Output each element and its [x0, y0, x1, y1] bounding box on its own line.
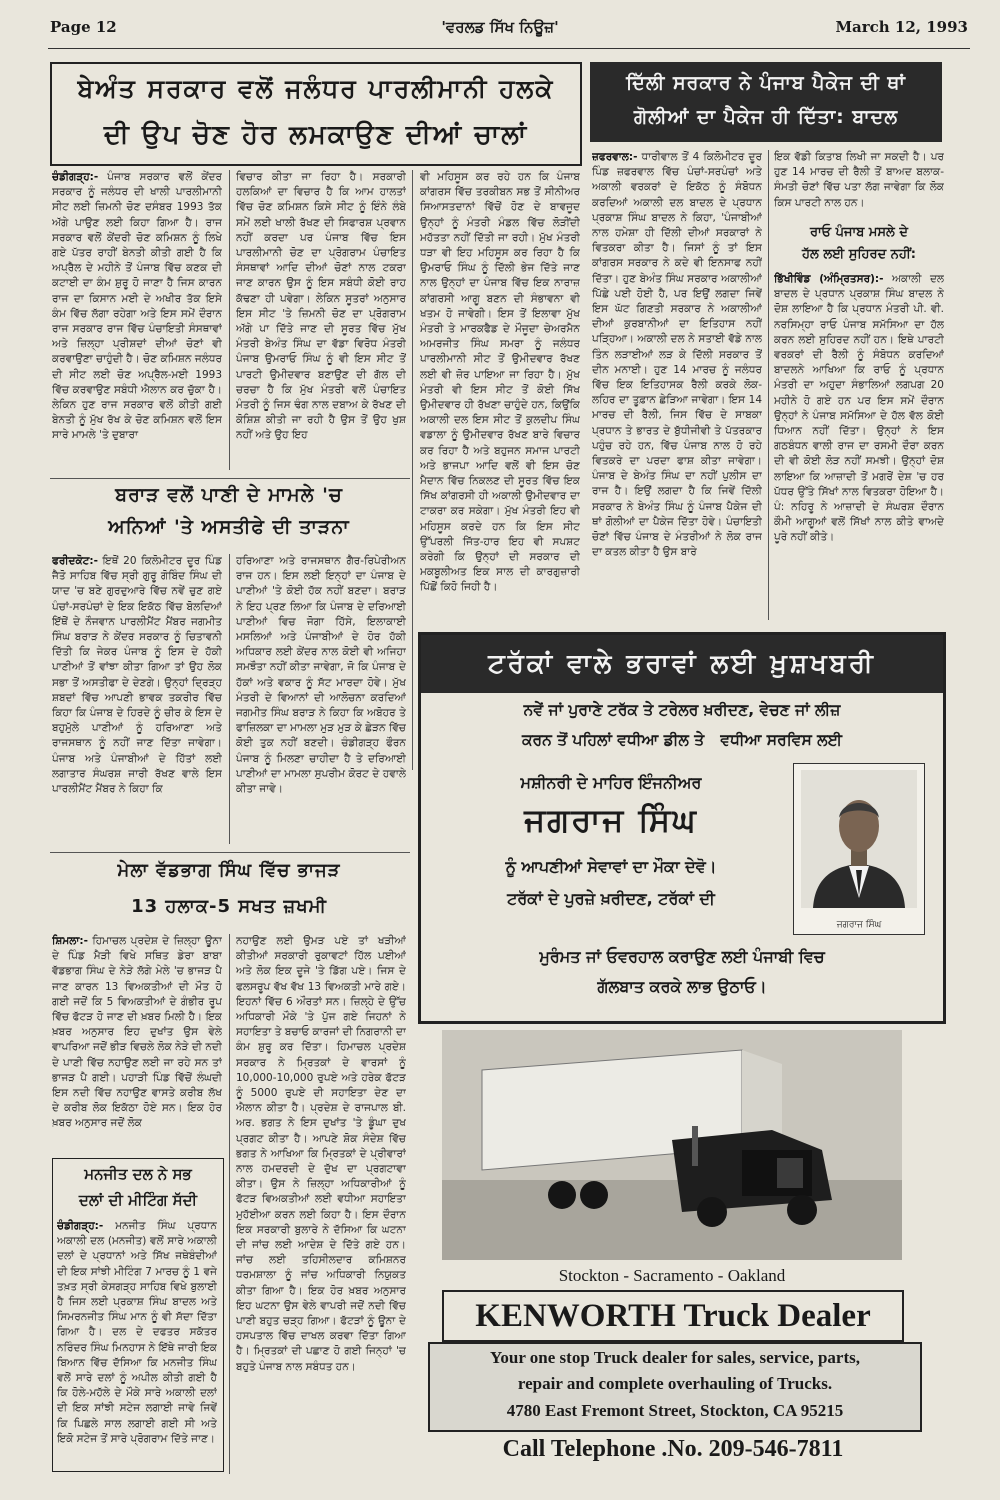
kenworth-title: KENWORTH Truck Dealer	[442, 1290, 904, 1342]
kenworth-tagline2: repair and complete overhauling of Trucks.	[517, 1374, 833, 1393]
jagraj-ad-line4: ਨੂੰ ਆਪਣੀਆਂ ਸੇਵਾਵਾਂ ਦਾ ਮੌਕਾ ਦੇਵੋ।	[505, 857, 717, 876]
masthead-rule	[48, 48, 970, 49]
newspaper-title: 'ਵਰਲਡ ਸਿੱਖ ਨਿਊਜ਼'	[441, 18, 559, 36]
kenworth-phone: Call Telephone .No. 209-546-7811	[502, 1436, 844, 1462]
article5-headline-line1: ਦਿੱਲੀ ਸਰਕਾਰ ਨੇ ਪੰਜਾਬ ਪੈਕੇਜ ਦੀ ਥਾਂ	[626, 72, 906, 94]
jagraj-photo-frame	[793, 763, 925, 935]
jagraj-ad-line7: ਗੱਲਬਾਤ ਕਰਕੇ ਲਾਭ ਉਠਾਓ।	[597, 977, 767, 996]
jagraj-ad-line5: ਟਰੱਕਾਂ ਦੇ ਪੁਰਜ਼ੇ ਖ਼ਰੀਦਣ, ਟਰੱਕਾਂ ਦੀ	[507, 889, 715, 908]
article4-dateline: ਚੰਡੀਗੜ੍ਹ:-	[57, 1220, 104, 1232]
article5-col1-text: ਧਾਰੀਵਾਲ ਤੋਂ 4 ਕਿਲੋਮੀਟਰ ਦੂਰ ਪਿੰਡ ਜ਼ਫਰਵਾਲ ਵਿੱਚ ਪੰਚਾਂ-ਸਰਪੰਚਾਂ ਅਤੇ ਅਕਾਲੀ ਵਰਕਰਾਂ ਦੇ ਇਕੱਠ ਨੂੰ ਸੰਬੋਧਨ ਕਰਦਿਆਂ ਅਕਾਲੀ ਦਲ ਬਾਦਲ ਦੇ ਪ੍ਰਧਾਨ ਪ੍ਰਕਾਸ਼ ਸਿੰਘ ਬਾਦਲ ਨੇ ਕਿਹਾ, 'ਪੰਜਾਬੀਆਂ ਨਾਲ ਹਮੇਸ਼ਾ ਹੀ ਦਿੱਲੀ ਦੀਆਂ ਸਰਕਾਰਾਂ ਨੇ ਵਿਤਕਰਾ ਕੀਤਾ ਹੈ। ਜਿਸਾਂ ਨੂੰ ਤਾਂ ਇਸ ਕਾਂਗਰਸ ਸਰਕਾਰ ਨੇ ਕਦੇ ਵੀ ਇਨਸਾਫ ਨਹੀਂ ਦਿੱਤਾ। ਹੁਣ ਬੇਅੰਤ ਸਿੰਘ ਸਰਕਾਰ ਅਕਾਲੀਆਂ ਪਿੱਛੇ ਪਈ ਹੋਈ ਹੈ, ਪਰ ਇਉਂ ਲਗਦਾ ਜਿਵੇਂ ਇਸ ਘੱਟ ਗਿਣਤੀ ਸਰਕਾਰ ਨੇ ਅਕਾਲੀਆਂ ਦੀਆਂ ਕੁਰਬਾਨੀਆਂ ਦਾ ਇਤਿਹਾਸ ਨਹੀਂ ਪੜ੍ਹਿਆ। ਅਕਾਲੀ ਦਲ ਨੇ ਸਤਾਈ ਵੱਡੇ ਨਾਲ ਤਿੰਨ ਲੜਾਈਆਂ ਲੜ ਕੇ ਦਿੱਲੀ ਸਰਕਾਰ ਤੋਂ ਦੀਨ ਮਨਾਈ। ਹੁਣ 14 ਮਾਰਚ ਨੂੰ ਜਲੰਧਰ ਵਿੱਚ ਇਕ ਇਤਿਹਾਸਕ ਰੈਲੀ ਕਰਕੇ ਲੋਕ-ਲਹਿਰ ਦਾ ਤੂਫ਼ਾਨ ਛੇੜਿਆ ਜਾਵੇਗਾ। ਇਸ 14 ਮਾਰਚ ਦੀ ਰੈਲੀ, ਜਿਸ ਵਿੱਚ ਦੇ ਸਾਬਕਾ ਪ੍ਰਧਾਨ ਤੇ ਭਾਰਤ ਦੇ ਬੁੱਧੀਜੀਵੀ ਤੇ ਪੱਤਰਕਾਰ ਪਹੁੰਚ ਰਹੇ ਹਨ, ਵਿੱਚ ਪੰਜਾਬ ਨਾਲ ਹੋ ਰਹੇ ਵਿਤਕਰੇ ਦਾ ਪਰਦਾ ਫਾਸ਼ ਕੀਤਾ ਜਾਵੇਗਾ। ਪੰਜਾਬ ਦੇ ਬੇਅੰਤ ਸਿੰਘ ਦਾ ਨਹੀਂ ਪੁਲੀਸ ਦਾ ਰਾਜ ਹੈ। ਇਉਂ ਲਗਦਾ ਹੈ ਕਿ ਜਿਵੇਂ ਦਿੱਲੀ ਸਰਕਾਰ ਨੇ ਬੇਅੰਤ ਸਿੰਘ ਨੂੰ ਪੰਜਾਬ ਪੈਕੇਜ ਦੀ ਥਾਂ ਗੋਲੀਆਂ ਦਾ ਪੈਕੇਜ ਦਿੱਤਾ ਹੋਵੇ। ਪੰਚਾਇਤੀ ਚੋਣਾਂ ਵਿੱਚ ਪੰਜਾਬ ਦੇ ਮੰਤਰੀਆਂ ਨੇ ਲੋਕ ਰਾਜ ਦਾ ਕਤਲ ਕੀਤਾ ਹੈ ਉਸ ਬਾਰੇ	[592, 151, 762, 559]
jagraj-ad-name: ਜਗਰਾਜ ਸਿੰਘ	[524, 801, 698, 839]
article1-headline-line1: ਬੇਅੰਤ ਸਰਕਾਰ ਵਲੋਂ ਜਲੰਧਰ ਪਾਰਲੀਮਾਨੀ ਹਲਕੇ	[77, 74, 555, 103]
article5-column-2: ਇਕ ਵੱਡੀ ਕਿਤਾਬ ਲਿਖੀ ਜਾ ਸਕਦੀ ਹੈ। ਪਰ ਹੁਣ 14 ਮਾਰਚ ਦੀ ਰੈਲੀ ਤੋਂ ਬਾਅਦ ਬਲਾਕ-ਸੰਮਤੀ ਚੋਣਾਂ ਵਿੱਚ ਪਤਾ ਲੱਗ ਜਾਵੇਗਾ ਕਿ ਲੋਕ ਕਿਸ ਪਾਰਟੀ ਨਾਲ ਹਨ।	[774, 151, 944, 209]
article5-sub-body-text: ਅਕਾਲੀ ਦਲ ਬਾਦਲ ਦੇ ਪ੍ਰਧਾਨ ਪ੍ਰਕਾਸ਼ ਸਿੰਘ ਬਾਦਲ ਨੇ ਦੋਸ਼ ਲਾਇਆ ਹੈ ਕਿ ਪ੍ਰਧਾਨ ਮੰਤਰੀ ਪੀ. ਵੀ. ਨਰਸਿਮ੍ਹਾ ਰਾਓ ਪੰਜਾਬ ਸਮੱਸਿਆ ਦਾ ਹੱਲ ਕਰਨ ਲਈ ਸੁਹਿਰਦ ਨਹੀਂ ਹਨ। ਇਥੇ ਪਾਰਟੀ ਵਰਕਰਾਂ ਦੀ ਰੈਲੀ ਨੂੰ ਸੰਬੋਧਨ ਕਰਦਿਆਂ ਬਾਦਲਨੇ ਆਖਿਆ ਕਿ ਰਾਓ ਨੂੰ ਪ੍ਰਧਾਨ ਮੰਤਰੀ ਦਾ ਅਹੁਦਾ ਸੰਭਾਲਿਆਂ ਲਗਪਗ 20 ਮਹੀਨੇ ਹੋ ਗਏ ਹਨ ਪਰ ਇਸ ਸਮੇਂ ਦੌਰਾਨ ਉਨ੍ਹਾਂ ਨੇ ਪੰਜਾਬ ਸਮੱਸਿਆ ਦੇ ਹੱਲ ਵੱਲ ਕੋਈ ਧਿਆਨ ਨਹੀਂ ਦਿੱਤਾ। ਉਨ੍ਹਾਂ ਨੇ ਇਸ ਗਠਬੰਧਨ ਵਾਲੀ ਰਾਜ ਦਾ ਰਸਮੀ ਦੌਰਾ ਕਰਨ ਦੀ ਵੀ ਕੋਈ ਲੋੜ ਨਹੀਂ ਸਮਝੀ। ਉਨ੍ਹਾਂ ਦੋਸ਼ ਲਾਇਆ ਕਿ ਆਜ਼ਾਦੀ ਤੋਂ ਮਗਰੋਂ ਦੇਸ਼ 'ਚ ਹਰ ਪੱਧਰ ਉੱਤੇ ਸਿੱਖਾਂ ਨਾਲ ਵਿਤਕਰਾ ਹੋਇਆ ਹੈ। ਪੰ: ਨਹਿਰੂ ਨੇ ਆਜ਼ਾਦੀ ਦੇ ਸੰਘਰਸ਼ ਦੌਰਾਨ ਕੌਮੀ ਆਗੂਆਂ ਵਲੋਂ ਸਿੱਖਾਂ ਨਾਲ ਕੀਤੇ ਵਾਅਦੇ ਪੂਰੇ ਨਹੀਂ ਕੀਤੇ।	[774, 273, 944, 544]
page-number: Page 12	[50, 18, 117, 36]
kenworth-tagline-box	[428, 1342, 922, 1432]
jagraj-ad-line3: ਮਸ਼ੀਨਰੀ ਦੇ ਮਾਹਿਰ ਇੰਜਨੀਅਰ	[520, 773, 702, 792]
article4-body	[57, 1219, 217, 1467]
article1-headline-box	[50, 62, 582, 166]
article5-column-1	[592, 150, 762, 620]
jagraj-ad	[418, 632, 946, 1024]
article3-column-1	[52, 934, 222, 1152]
article3-headline-line1: ਮੇਲਾ ਵੱਡਭਾਗ ਸਿੰਘ ਵਿੱਚ ਭਾਜੜ	[117, 860, 341, 881]
article1-col1-text: ਪੰਜਾਬ ਸਰਕਾਰ ਵਲੋਂ ਕੇਂਦਰ ਸਰਕਾਰ ਨੂੰ ਜਲੰਧਰ ਦੀ ਖਾਲੀ ਪਾਰਲੀਮਾਨੀ ਸੀਟ ਲਈ ਜ਼ਿਮਨੀ ਚੋਣ ਦਸੰਬਰ 1993 ਤੱਕ ਅੱਗੇ ਪਾਉਣ ਲਈ ਕਿਹਾ ਗਿਆ ਹੈ। ਰਾਜ ਸਰਕਾਰ ਵਲੋਂ ਕੇਂਦਰੀ ਚੋਣ ਕਮਿਸ਼ਨ ਨੂੰ ਲਿਖੇ ਗਏ ਪੱਤਰ ਰਾਹੀਂ ਬੇਨਤੀ ਕੀਤੀ ਗਈ ਹੈ ਕਿ ਅਪ੍ਰੈਲ ਦੇ ਮਹੀਨੇ ਤੋਂ ਪੰਜਾਬ ਵਿੱਚ ਕਣਕ ਦੀ ਕਟਾਈ ਦਾ ਕੰਮ ਸ਼ੁਰੂ ਹੋ ਜਾਣਾ ਹੈ ਜਿਸ ਕਾਰਨ ਰਾਜ ਦਾ ਕਿਸਾਨ ਮਈ ਦੇ ਅਖੀਰ ਤੱਕ ਇਸੇ ਕੰਮ ਵਿੱਚ ਲੱਗਾ ਰਹੇਗਾ ਅਤੇ ਇਸ ਸਮੇਂ ਦੌਰਾਨ ਰਾਜ ਸਰਕਾਰ ਰਾਜ ਵਿੱਚ ਪੰਚਾਇਤੀ ਸੰਸਥਾਵਾਂ ਅਤੇ ਜ਼ਿਲ੍ਹਾ ਪ੍ਰੀਸ਼ਦਾਂ ਦੀਆਂ ਚੋਣਾਂ ਵੀ ਕਰਵਾਉਣਾ ਚਾਹੁੰਦੀ ਹੈ। ਚੋਣ ਕਮਿਸ਼ਨ ਜਲੰਧਰ ਦੀ ਸੀਟ ਲਈ ਚੋਣ ਅਪ੍ਰੈਲ-ਮਈ 1993 ਵਿੱਚ ਕਰਵਾਉਣ ਸਬੰਧੀ ਐਲਾਨ ਕਰ ਚੁੱਕਾ ਹੈ। ਲੇਕਿਨ ਹੁਣ ਰਾਜ ਸਰਕਾਰ ਵਲੋਂ ਕੀਤੀ ਗਈ ਬੇਨਤੀ ਨੂੰ ਮੁੱਖ ਰੱਖ ਕੇ ਚੋਣ ਕਮਿਸ਼ਨ ਵਲੋਂ ਇਸ ਸਾਰੇ ਮਾਮਲੇ 'ਤੇ ਦੁਬਾਰਾ	[52, 171, 222, 442]
article5-subheadline-line2: ਹੱਲ ਲਈ ਸੁਹਿਰਦ ਨਹੀਂ:	[802, 247, 916, 262]
article1-headline-line2: ਦੀ ਉਪ ਚੋਣ ਹੋਰ ਲਮਕਾਉਣ ਦੀਆਂ ਚਾਲਾਂ	[103, 120, 529, 150]
article3-col1-text: ਹਿਮਾਚਲ ਪ੍ਰਦੇਸ਼ ਦੇ ਜ਼ਿਲ੍ਹਾ ਊਨਾ ਦੇ ਪਿੰਡ ਮੈੜੀ ਵਿਖੇ ਸਥਿਤ ਡੇਰਾ ਬਾਬਾ ਵੱਡਭਾਗ ਸਿੰਘ ਦੇ ਨੇੜੇ ਲੱਗੇ ਮੇਲੇ 'ਚ ਭਾਜੜ ਪੈ ਜਾਣ ਕਾਰਨ 13 ਵਿਅਕਤੀਆਂ ਦੀ ਮੌਤ ਹੋ ਗਈ ਜਦੋਂ ਕਿ 5 ਵਿਅਕਤੀਆਂ ਦੇ ਗੰਭੀਰ ਰੂਪ ਵਿੱਚ ਫੱਟੜ ਹੋ ਜਾਣ ਦੀ ਖ਼ਬਰ ਮਿਲੀ ਹੈ। ਇਕ ਖ਼ਬਰ ਅਨੁਸਾਰ ਇਹ ਦੁਖਾਂਤ ਉਸ ਵੇਲੇ ਵਾਪਰਿਆ ਜਦੋਂ ਭੀੜ ਵਿਚਲੇ ਲੋਕ ਨੇੜੇ ਦੀ ਨਦੀ ਦੇ ਪਾਣੀ ਵਿੱਚ ਨਹਾਉਣ ਲਈ ਜਾ ਰਹੇ ਸਨ ਤਾਂ ਭਾਜੜ ਪੈ ਗਈ। ਪਹਾੜੀ ਪਿੰਡ ਵਿੱਚੋਂ ਲੰਘਦੀ ਇਸ ਨਦੀ ਵਿੱਚ ਨਹਾਉਣ ਵਾਸਤੇ ਕਰੀਬ ਲੱਖ ਦੇ ਕਰੀਬ ਲੋਕ ਇਕੱਠਾ ਹੋਏ ਸਨ। ਇਕ ਹੋਰ ਖ਼ਬਰ ਅਨੁਸਾਰ ਜਦੋਂ ਲੋਕ	[52, 935, 222, 1130]
article3-column-2: ਨਹਾਉਣ ਲਈ ਉਮੜ ਪਏ ਤਾਂ ਖੜੀਆਂ ਕੀਤੀਆਂ ਸਰਕਾਰੀ ਰੁਕਾਵਟਾਂ ਹਿੱਲ ਪਈਆਂ ਅਤੇ ਲੋਕ ਇਕ ਦੂਜੇ 'ਤੇ ਡਿੱਗ ਪਏ। ਜਿਸ ਦੇ ਫਲਸਰੂਪ ਵੱਖ ਵੱਖ 13 ਵਿਅਕਤੀ ਮਾਰੇ ਗਏ। ਇਹਨਾਂ ਵਿੱਚ 6 ਔਰਤਾਂ ਸਨ। ਜ਼ਿਲ੍ਹੇ ਦੇ ਉੱਚ ਅਧਿਕਾਰੀ ਮੌਕੇ 'ਤੇ ਪੁੱਜ ਗਏ ਜਿਹਨਾਂ ਨੇ ਸਹਾਇਤਾ ਤੇ ਬਚਾਓ ਕਾਰਜਾਂ ਦੀ ਨਿਗਰਾਨੀ ਦਾ ਕੰਮ ਸ਼ੁਰੂ ਕਰ ਦਿੱਤਾ। ਹਿਮਾਚਲ ਪ੍ਰਦੇਸ਼ ਸਰਕਾਰ ਨੇ ਮ੍ਰਿਤਕਾਂ ਦੇ ਵਾਰਸਾਂ ਨੂੰ 10,000-10,000 ਰੁਪਏ ਅਤੇ ਹਰੇਕ ਫੱਟੜ ਨੂੰ 5000 ਰੁਪਏ ਦੀ ਸਹਾਇਤਾ ਦੇਣ ਦਾ ਐਲਾਨ ਕੀਤਾ ਹੈ। ਪ੍ਰਦੇਸ਼ ਦੇ ਰਾਜਪਾਲ ਬੀ. ਅਰ. ਭਗਤ ਨੇ ਇਸ ਦੁਖਾਂਤ 'ਤੇ ਡੂੰਘਾ ਦੁਖ ਪ੍ਰਗਟ ਕੀਤਾ ਹੈ। ਆਪਣੇ ਸ਼ੋਕ ਸੰਦੇਸ਼ ਵਿੱਚ ਭਗਤ ਨੇ ਆਖਿਆ ਕਿ ਮ੍ਰਿਤਕਾਂ ਦੇ ਪ੍ਰੀਵਾਰਾਂ ਨਾਲ ਹਮਦਰਦੀ ਦੇ ਦੁੱਖ ਦਾ ਪ੍ਰਗਟਾਵਾ ਕੀਤਾ। ਉਸ ਨੇ ਜ਼ਿਲ੍ਹਾ ਅਧਿਕਾਰੀਆਂ ਨੂੰ ਫੱਟੜ ਵਿਅਕਤੀਆਂ ਲਈ ਵਧੀਆ ਸਹਾਇਤਾ ਮੁਹੱਈਆ ਕਰਨ ਲਈ ਕਿਹਾ ਹੈ। ਇਸ ਦੌਰਾਨ ਇਕ ਸਰਕਾਰੀ ਬੁਲਾਰੇ ਨੇ ਦੱਸਿਆ ਕਿ ਘਟਨਾ ਦੀ ਜਾਂਚ ਲਈ ਆਦੇਸ਼ ਦੇ ਦਿੱਤੇ ਗਏ ਹਨ। ਜਾਂਚ ਲਈ ਤਹਿਸੀਲਦਾਰ ਕਮਿਸ਼ਨਰ ਧਰਮਸ਼ਾਲਾ ਨੂੰ ਜਾਂਚ ਅਧਿਕਾਰੀ ਨਿਯੁਕਤ ਕੀਤਾ ਗਿਆ ਹੈ। ਇਕ ਹੋਰ ਖ਼ਬਰ ਅਨੁਸਾਰ ਇਹ ਘਟਨਾ ਉਸ ਵੇਲੇ ਵਾਪਰੀ ਜਦੋਂ ਨਦੀ ਵਿੱਚ ਪਾਣੀ ਬਹੁਤ ਚੜ੍ਹ ਗਿਆ। ਫੱਟੜਾਂ ਨੂੰ ਊਨਾ ਦੇ ਹਸਪਤਾਲ ਵਿੱਚ ਦਾਖਲ ਕਰਵਾ ਦਿੱਤਾ ਗਿਆ ਹੈ। ਮ੍ਰਿਤਕਾਂ ਦੀ ਪਛਾਣ ਹੋ ਗਈ ਜਿਨ੍ਹਾਂ 'ਚ ਬਹੁਤੇ ਪੰਜਾਬ ਨਾਲ ਸਬੰਧਤ ਹਨ।	[236, 935, 406, 1373]
article2-column-1	[52, 554, 222, 844]
kenworth-cities: Stockton - Sacramento - Oakland	[558, 1266, 786, 1285]
truck-illustration	[442, 1030, 902, 1260]
column-divider	[229, 934, 230, 1474]
column-divider	[229, 170, 230, 470]
article2-dateline: ਫਰੀਦਕੋਟ:-	[52, 555, 98, 567]
article2-col1-text: ਇਥੋਂ 20 ਕਿਲੋਮੀਟਰ ਦੂਰ ਪਿੰਡ ਜੈਤੋ ਸਾਹਿਬ ਵਿੱਚ ਸ੍ਰੀ ਗੁਰੂ ਗੋਬਿੰਦ ਸਿੰਘ ਦੀ ਯਾਦ 'ਚ ਬਣੇ ਗੁਰਦੁਆਰੇ ਵਿੱਚ ਨਵੇਂ ਚੁਣ ਗਏ ਪੰਚਾਂ-ਸਰਪੰਚਾਂ ਦੇ ਇਕ ਇਕੱਠ ਵਿੱਚ ਬੋਲਦਿਆਂ ਇੱਥੋਂ ਦੇ ਨੌਜਵਾਨ ਪਾਰਲੀਮੈਂਟ ਮੈਂਬਰ ਜਗਮੀਤ ਸਿੰਘ ਬਰਾੜ ਨੇ ਕੇਂਦਰ ਸਰਕਾਰ ਨੂੰ ਚਿਤਾਵਨੀ ਦਿੱਤੀ ਕਿ ਜੇਕਰ ਪੰਜਾਬ ਨੂੰ ਇਸ ਦੇ ਹੱਕੀ ਪਾਣੀਆਂ ਤੋਂ ਵਾਂਝਾ ਕੀਤਾ ਗਿਆ ਤਾਂ ਉਹ ਲੋਕ ਸਭਾ ਤੋਂ ਅਸਤੀਫਾ ਦੇ ਦੇਣਗੇ। ਉਨ੍ਹਾਂ ਦ੍ਰਿੜ੍ਹ ਸ਼ਬਦਾਂ ਵਿੱਚ ਆਪਣੀ ਭਾਵਕ ਤਕਰੀਰ ਵਿੱਚ ਕਿਹਾ ਕਿ ਪੰਜਾਬ ਦੇ ਹਿਰਦੇ ਨੂੰ ਚੀਰ ਕੇ ਇਸ ਦੇ ਬਹੁਮੁੱਲੇ ਪਾਣੀਆਂ ਨੂੰ ਹਰਿਆਣਾ ਅਤੇ ਰਾਜਸਥਾਨ ਨੂੰ ਨਹੀਂ ਜਾਣ ਦਿੱਤਾ ਜਾਵੇਗਾ। ਪੰਜਾਬ ਅਤੇ ਪੰਜਾਬੀਆਂ ਦੇ ਹਿੱਤਾਂ ਲਈ ਲਗਾਤਾਰ ਸੰਘਰਸ਼ ਜਾਰੀ ਰੱਖਣ ਵਾਲੇ ਇਸ ਪਾਰਲੀਮੈਂਟ ਮੈਂਬਰ ਨੇ ਕਿਹਾ ਕਿ	[52, 555, 222, 796]
article5-dateline: ਜ਼ਫਰਵਾਲ:-	[592, 151, 638, 163]
article5-headline-box	[590, 62, 942, 142]
article3-dateline: ਸ਼ਿਮਲਾ:-	[52, 935, 88, 947]
section-divider	[50, 852, 410, 853]
jagraj-ad-line1: ਨਵੇਂ ਜਾਂ ਪੁਰਾਣੇ ਟਰੱਕ ਤੇ ਟਰੇਲਰ ਖ਼ਰੀਦਣ, ਵੇਚਣ ਜਾਂ ਲੀਜ਼	[523, 701, 841, 719]
jagraj-ad-line2: ਕਰਨ ਤੋਂ ਪਹਿਲਾਂ ਵਧੀਆ ਡੀਲ ਤੇ ਵਧੀਆ ਸਰਵਿਸ ਲਈ	[521, 731, 843, 749]
article5-subheadline	[774, 222, 944, 266]
article3-headline-line2: 13 ਹਲਾਕ-5 ਸਖਤ ਜ਼ਖਮੀ	[131, 896, 327, 917]
article4-body-text: ਮਨਜੀਤ ਸਿੰਘ ਪ੍ਰਧਾਨ ਅਕਾਲੀ ਦਲ (ਮਨਜੀਤ) ਵਲੋਂ ਸਾਰੇ ਅਕਾਲੀ ਦਲਾਂ ਦੇ ਪ੍ਰਧਾਨਾਂ ਅਤੇ ਸਿੱਖ ਜਥੇਬੰਦੀਆਂ ਦੀ ਇਕ ਸਾਂਝੀ ਮੀਟਿੰਗ 7 ਮਾਰਚ ਨੂੰ 1 ਵਜੇ ਤਖ਼ਤ ਸ੍ਰੀ ਕੇਸਗੜ੍ਹ ਸਾਹਿਬ ਵਿਖੇ ਬੁਲਾਈ ਹੈ ਜਿਸ ਲਈ ਪ੍ਰਕਾਸ਼ ਸਿੰਘ ਬਾਦਲ ਅਤੇ ਸਿਮਰਨਜੀਤ ਸਿੰਘ ਮਾਨ ਨੂੰ ਵੀ ਸੱਦਾ ਦਿੱਤਾ ਗਿਆ ਹੈ। ਦਲ ਦੇ ਦਫਤਰ ਸਕੱਤਰ ਨਰਿੰਦਰ ਸਿੰਘ ਮਿਨਹਾਸ ਨੇ ਇੱਥੇ ਜਾਰੀ ਇਕ ਬਿਆਨ ਵਿੱਚ ਦੱਸਿਆ ਕਿ ਮਨਜੀਤ ਸਿੰਘ ਵਲੋਂ ਸਾਰੇ ਦਲਾਂ ਨੂੰ ਅਪੀਲ ਕੀਤੀ ਗਈ ਹੈ ਕਿ ਹੋਲੇ-ਮਹੱਲੇ ਦੇ ਮੌਕੇ ਸਾਰੇ ਅਕਾਲੀ ਦਲਾਂ ਦੀ ਇਕ ਸਾਂਝੀ ਸਟੇਜ ਲਗਾਈ ਜਾਵੇ ਜਿਵੇਂ ਕਿ ਪਿਛਲੇ ਸਾਲ ਲਗਾਈ ਗਈ ਸੀ ਅਤੇ ਇਕੋ ਸਟੇਜ ਤੋਂ ਸਾਰੇ ਪ੍ਰੋਗਰਾਮ ਦਿੱਤੇ ਜਾਣ।	[57, 1220, 217, 1445]
jagraj-ad-banner: ਟਰੱਕਾਂ ਵਾਲੇ ਭਰਾਵਾਂ ਲਈ ਖ਼ੁਸ਼ਖਬਰੀ	[421, 635, 943, 693]
article1-dateline: ਚੰਡੀਗੜ੍ਹ:-	[52, 171, 99, 183]
article1-column-2: ਵਿਚਾਰ ਕੀਤਾ ਜਾ ਰਿਹਾ ਹੈ। ਸਰਕਾਰੀ ਹਲਕਿਆਂ ਦਾ ਵਿਚਾਰ ਹੈ ਕਿ ਆਮ ਹਾਲਤਾਂ ਵਿੱਚ ਚੋਣ ਕਮਿਸ਼ਨ ਕਿਸੇ ਸੀਟ ਨੂੰ ਇੰਨੇ ਲੰਬੇ ਸਮੇਂ ਲਈ ਖਾਲੀ ਰੱਖਣ ਦੀ ਸਿਫਾਰਸ਼ ਪ੍ਰਵਾਨ ਨਹੀਂ ਕਰਦਾ ਪਰ ਪੰਜਾਬ ਵਿੱਚ ਇਸ ਪਾਰਲੀਮਾਨੀ ਚੋਣ ਦਾ ਪ੍ਰੋਗਰਾਮ ਪੰਚਾਇਤ ਸੰਸਥਾਵਾਂ ਆਦਿ ਦੀਆਂ ਚੋਣਾਂ ਨਾਲ ਟਕਰਾ ਜਾਣ ਕਾਰਨ ਉਸ ਨੂੰ ਇਸ ਸਬੰਧੀ ਕੋਈ ਰਾਹ ਕੱਢਣਾ ਹੀ ਪਵੇਗਾ। ਲੇਕਿਨ ਸੂਤਰਾਂ ਅਨੁਸਾਰ ਇਸ ਸੀਟ 'ਤੇ ਜ਼ਿਮਨੀ ਚੋਣ ਦਾ ਪ੍ਰੋਗਰਾਮ ਅੱਗੇ ਪਾ ਦਿੱਤੇ ਜਾਣ ਦੀ ਸੂਰਤ ਵਿੱਚ ਮੁੱਖ ਮੰਤਰੀ ਬੇਅੰਤ ਸਿੰਘ ਦਾ ਵੱਡਾ ਵਿਰੋਧ ਮੰਤਰੀ ਪੰਜਾਬ ਉਮਰਾਓ ਸਿੰਘ ਨੂੰ ਵੀ ਇਸ ਸੀਟ ਤੋਂ ਪਾਰਟੀ ਉਮੀਦਵਾਰ ਬਣਾਉਣ ਦੀ ਗੱਲ ਦੀ ਚਰਚਾ ਹੈ ਕਿ ਮੁੱਖ ਮੰਤਰੀ ਵਲੋਂ ਪੰਚਾਇਤ ਮੰਤਰੀ ਨੂੰ ਜਿਸ ਢੰਗ ਨਾਲ ਦਬਾਅ ਕੇ ਰੱਖਣ ਦੀ ਕੋਸ਼ਿਸ਼ ਕੀਤੀ ਜਾ ਰਹੀ ਹੈ ਉਸ ਤੋਂ ਉਹ ਖੁਸ਼ ਨਹੀਂ ਅਤੇ ਉਹ ਇਹ	[236, 171, 406, 442]
article1-column-3: ਵੀ ਮਹਿਸੂਸ ਕਰ ਰਹੇ ਹਨ ਕਿ ਪੰਜਾਬ ਕਾਂਗਰਸ ਵਿੱਚ ਤਰਕੀਬਨ ਸਭ ਤੋਂ ਸੀਨੀਅਰ ਸਿਆਸਤਦਾਨਾਂ ਵਿੱਚੋਂ ਹੋਣ ਦੇ ਬਾਵਜੂਦ ਉਨ੍ਹਾਂ ਨੂੰ ਮੰਤਰੀ ਮੰਡਲ ਵਿੱਚ ਲੋੜੀਂਦੀ ਮਹੱਤਤਾ ਨਹੀਂ ਦਿੱਤੀ ਜਾ ਰਹੀ। ਮੁੱਖ ਮੰਤਰੀ ਧੜਾ ਵੀ ਇਹ ਮਹਿਸੂਸ ਕਰ ਰਿਹਾ ਹੈ ਕਿ ਉਮਰਾਓ ਸਿੰਘ ਨੂੰ ਦਿੱਲੀ ਭੇਜ ਦਿੱਤੇ ਜਾਣ ਨਾਲ ਉਨ੍ਹਾਂ ਦਾ ਪੰਜਾਬ ਵਿੱਚ ਇਕ ਨਾਰਾਜ਼ ਕਾਂਗਰਸੀ ਆਗੂ ਬਣਨ ਦੀ ਸੰਭਾਵਨਾ ਵੀ ਖਤਮ ਹੋ ਜਾਵੇਗੀ। ਇਸ ਤੋਂ ਇਲਾਵਾ ਮੁੱਖ ਮੰਤਰੀ ਤੇ ਮਾਰਕਫੈਡ ਦੇ ਮੌਜੂਦਾ ਚੇਅਰਮੈਨ ਅਮਰਜੀਤ ਸਿੰਘ ਸਮਰਾ ਨੂੰ ਜਲੰਧਰ ਪਾਰਲੀਮਾਨੀ ਸੀਟ ਤੋਂ ਉਮੀਦਵਾਰ ਰੱਖਣ ਲਈ ਵੀ ਜ਼ੋਰ ਪਾਇਆ ਜਾ ਰਿਹਾ ਹੈ। ਮੁੱਖ ਮੰਤਰੀ ਵੀ ਇਸ ਸੀਟ ਤੋਂ ਕੋਈ ਸਿੱਖ ਉਮੀਦਵਾਰ ਹੀ ਰੱਖਣਾ ਚਾਹੁੰਦੇ ਹਨ, ਕਿਉਂਕਿ ਅਕਾਲੀ ਦਲ ਇਸ ਸੀਟ ਤੋਂ ਕੁਲਦੀਪ ਸਿੰਘ ਵਡਾਲਾ ਨੂੰ ਉਮੀਦਵਾਰ ਰੱਖਣ ਬਾਰੇ ਵਿਚਾਰ ਕਰ ਰਿਹਾ ਹੈ ਅਤੇ ਬਹੁਜਨ ਸਮਾਜ ਪਾਰਟੀ ਅਤੇ ਭਾਜਪਾ ਆਦਿ ਵਲੋਂ ਵੀ ਇਸ ਚੋਣ ਮੈਦਾਨ ਵਿੱਚ ਨਿਕਲਣ ਦੀ ਸੂਰਤ ਵਿੱਚ ਇਕ ਸਿੱਖ ਕਾਂਗਰਸੀ ਹੀ ਅਕਾਲੀ ਉਮੀਦਵਾਰ ਦਾ ਟਾਕਰਾ ਕਰ ਸਕੇਗਾ। ਮੁੱਖ ਮੰਤਰੀ ਇਹ ਵੀ ਮਹਿਸੂਸ ਕਰਦੇ ਹਨ ਕਿ ਇਸ ਸੀਟ ਉੱਪਰਲੀ ਜਿੱਤ-ਹਾਰ ਇਹ ਵੀ ਸਪਸ਼ਟ ਕਰੇਗੀ ਕਿ ਉਨ੍ਹਾਂ ਦੀ ਸਰਕਾਰ ਦੀ ਮਕਬੂਲੀਅਤ ਇਕ ਸਾਲ ਦੀ ਕਾਰਗੁਜ਼ਾਰੀ ਪਿੱਛੋਂ ਕਿਹੋ ਜਿਹੀ ਹੈ।	[420, 171, 580, 594]
article5-headline-line2: ਗੋਲੀਆਂ ਦਾ ਪੈਕੇਜ ਹੀ ਦਿੱਤਾ: ਬਾਦਲ	[633, 106, 899, 128]
article4-headline-line2: ਦਲਾਂ ਦੀ ਮੀਟਿੰਗ ਸੱਦੀ	[78, 1191, 198, 1209]
truck-photo	[442, 1030, 902, 1260]
portrait-photo	[801, 770, 917, 908]
jagraj-ad-line6: ਮੁਰੰਮਤ ਜਾਂ ਓਵਰਹਾਲ ਕਰਾਉਣ ਲਈ ਪੰਜਾਬੀ ਵਿਚ	[539, 947, 825, 966]
article4-headline-line1: ਮਨਜੀਤ ਦਲ ਨੇ ਸਭ	[84, 1165, 192, 1183]
article2-column-2: ਹਰਿਆਣਾ ਅਤੇ ਰਾਜਸਥਾਨ ਗੈਰ-ਰਿਪੇਰੀਅਨ ਰਾਜ ਹਨ। ਇਸ ਲਈ ਇਨ੍ਹਾਂ ਦਾ ਪੰਜਾਬ ਦੇ ਪਾਣੀਆਂ 'ਤੇ ਕੋਈ ਹੱਕ ਨਹੀਂ ਬਣਦਾ। ਬਰਾੜ ਨੇ ਇਹ ਪ੍ਰਣ ਲਿਆ ਕਿ ਪੰਜਾਬ ਦੇ ਦਰਿਆਈ ਪਾਣੀਆਂ ਵਿਚ ਜੋਗਾ ਹਿੱਸੇ, ਇਲਾਕਾਈ ਮਸਲਿਆਂ ਅਤੇ ਪੰਜਾਬੀਆਂ ਦੇ ਹੋਰ ਹੱਕੀ ਅਧਿਕਾਰ ਲਈ ਕੇਂਦਰ ਨਾਲ ਕੋਈ ਵੀ ਅਜਿਹਾ ਸਮਝੌਤਾ ਨਹੀਂ ਕੀਤਾ ਜਾਵੇਗਾ, ਜੋ ਕਿ ਪੰਜਾਬ ਦੇ ਹੱਕਾਂ ਅਤੇ ਵਕਾਰ ਨੂੰ ਸੱਟ ਮਾਰਦਾ ਹੋਵੇ। ਮੁੱਖ ਮੰਤਰੀ ਦੇ ਵਿਆਨਾਂ ਦੀ ਆਲੋਚਨਾ ਕਰਦਿਆਂ ਜਗਮੀਤ ਸਿੰਘ ਬਰਾੜ ਨੇ ਕਿਹਾ ਕਿ ਅਬੋਹਰ ਤੇ ਫਾਜ਼ਿਲਕਾ ਦਾ ਮਾਮਲਾ ਮੁੜ ਮੁੜ ਕੇ ਛੇੜਨ ਵਿੱਚ ਕੋਈ ਤੁਕ ਨਹੀਂ ਬਣਦੀ। ਚੰਡੀਗੜ੍ਹ ਫੌਰਨ ਪੰਜਾਬ ਨੂੰ ਮਿਲਣਾ ਚਾਹੀਦਾ ਹੈ ਤੇ ਦਰਿਆਈ ਪਾਣੀਆਂ ਦਾ ਮਾਮਲਾ ਸੁਪਰੀਮ ਕੋਰਟ ਦੇ ਹਵਾਲੇ ਕੀਤਾ ਜਾਵੇ।	[236, 555, 406, 796]
article1-column-1	[52, 170, 222, 472]
jagraj-photo-caption: ਜਗਰਾਜ ਸਿੰਘ	[836, 920, 882, 930]
section-divider	[50, 478, 410, 479]
column-divider	[768, 150, 769, 620]
article2-headline-line1: ਬਰਾੜ ਵਲੋਂ ਪਾਣੀ ਦੇ ਮਾਮਲੇ 'ਚ	[115, 484, 343, 506]
kenworth-tagline1: Your one stop Truck dealer for sales, service, parts,	[489, 1348, 861, 1367]
article5-subheadline-line1: ਰਾਓ ਪੰਜਾਬ ਮਸਲੇ ਦੇ	[810, 225, 908, 240]
article2-headline-line2: ਅਨਿਆਂ 'ਤੇ ਅਸਤੀਫੇ ਦੀ ਤਾੜਨਾ	[108, 516, 350, 538]
article4-box	[52, 1158, 224, 1472]
issue-date: March 12, 1993	[835, 18, 968, 36]
kenworth-address: 4780 East Fremont Street, Stockton, CA 95215	[506, 1401, 844, 1420]
article5-sub-body	[774, 272, 944, 622]
column-divider	[412, 170, 413, 770]
column-divider	[229, 554, 230, 844]
article5-sub-dateline: ਭਿੱਖੀਵਿੰਡ (ਅੰਮ੍ਰਿਤਸਰ):-	[774, 273, 884, 285]
